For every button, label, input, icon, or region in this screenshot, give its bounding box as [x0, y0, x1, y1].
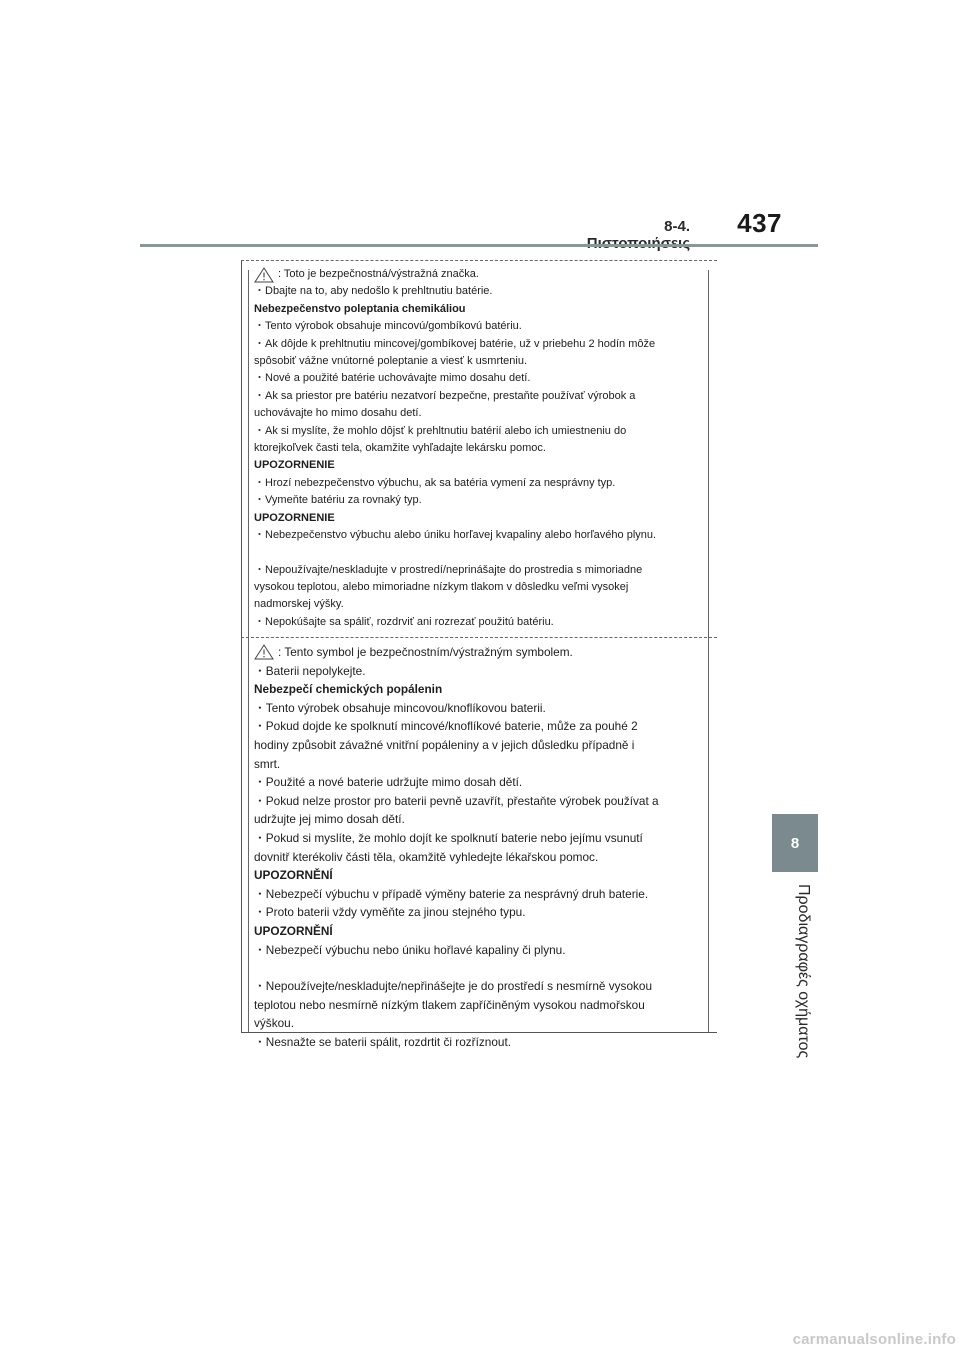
- slovak-text-line: UPOZORNENIE: [254, 511, 335, 524]
- czech-warning-text: : Tento symbol je bezpečnostním/výstražným symbolem.: [278, 645, 573, 659]
- czech-text-line: ・Nesnažte se baterii spálit, rozdrtit či rozříznout.: [254, 1034, 512, 1049]
- slovak-text-line: ・Tento výrobok obsahuje mincovú/gombíkovú batériu.: [254, 320, 522, 333]
- slovak-text-line: uchovávajte ho mimo dosahu detí.: [254, 407, 422, 420]
- slovak-text-line: ・Ak sa priestor pre batériu nezatvorí bezpečne, prestaňte používať výrobok a: [254, 389, 636, 402]
- page-number: 437: [737, 208, 782, 238]
- slovak-text-line: ・Nepoužívajte/neskladujte v prostredí/neprinášajte do prostredia s mimoriadne: [254, 563, 643, 576]
- czech-text-line: hodiny způsobit závažné vnitřní popáleniny a v jejich důsledku případně i: [254, 737, 635, 752]
- czech-text-line: ・Pokud si myslíte, že mohlo dojít ke spolknutí baterie nebo jejímu vsunutí: [254, 830, 643, 845]
- frame-left-inner: [248, 270, 249, 1032]
- slovak-text-line: ・Ak dôjde k prehltnutiu mincovej/gombíkovej batérie, už v priebehu 2 hodín môže: [254, 337, 656, 350]
- slovak-text-line: ・Vymeňte batériu za rovnaký typ.: [254, 494, 422, 507]
- czech-text-line: ・Proto baterii vždy vyměňte za jinou stejného typu.: [254, 905, 526, 920]
- slovak-text-line: ・Ak si myslíte, že mohlo dôjsť k prehltnutiu batérií alebo ich umiestneniu do: [254, 424, 627, 437]
- czech-text-line: UPOZORNĚNÍ: [254, 868, 333, 883]
- slovak-spacer: [254, 545, 704, 562]
- frame-right-inner: [708, 270, 709, 1032]
- slovak-text-line: ・Dbajte na to, aby nedošlo k prehltnutiu batérie.: [254, 285, 493, 298]
- czech-text-line: ・Pokud dojde ke spolknutí mincové/knoflíkové baterie, může za pouhé 2: [254, 719, 638, 734]
- czech-text-line: ・Nepoužívejte/neskladujte/nepřinášejte je do prostředí s nesmírně vysokou: [254, 979, 653, 994]
- chapter-tab: 8: [772, 814, 818, 872]
- section-divider: [241, 637, 717, 638]
- slovak-text-line: ・Hrozí nebezpečenstvo výbuchu, ak sa batéria vymení za nesprávny typ.: [254, 476, 616, 489]
- warning-triangle-icon: [254, 267, 274, 283]
- slovak-text-line: vysokou teplotou, alebo mimoriadne nízkym tlakom v dôsledku veľmi vysokej: [254, 580, 629, 593]
- section-title: 8-4.: [664, 218, 690, 235]
- czech-text-line: výškou.: [254, 1016, 294, 1031]
- slovak-warning-symbol-line: [254, 266, 704, 283]
- slovak-warning-text: : Toto je bezpečnostná/výstražná značka.: [278, 268, 479, 280]
- czech-warning-symbol-line: [254, 643, 704, 662]
- slovak-text-lines: [254, 283, 704, 631]
- watermark: carmanualsonline.info: [792, 1331, 956, 1348]
- slovak-warning-block: [254, 266, 704, 631]
- slovak-text-line: ・Nebezpečenstvo výbuchu alebo úniku horľavej kvapaliny alebo horľavého plynu.: [254, 529, 657, 542]
- czech-text-line: udržujte jej mimo dosah dětí.: [254, 812, 405, 827]
- czech-spacer: [254, 959, 704, 977]
- czech-text-line: smrt.: [254, 756, 281, 771]
- chapter-label: Προδιαγραφές οχήματος: [795, 884, 812, 1059]
- slovak-text-line: UPOZORNENIE: [254, 459, 335, 472]
- czech-text-lines: [254, 662, 704, 1052]
- frame-top-edge: [241, 260, 717, 261]
- header-rule: [140, 244, 818, 247]
- slovak-text-line: spôsobiť vážne vnútorné poleptanie a viesť k usmrteniu.: [254, 355, 528, 368]
- czech-text-line: Nebezpečí chemických popálenin: [254, 682, 443, 697]
- czech-text-line: ・Baterii nepolykejte.: [254, 663, 366, 678]
- czech-text-line: ・Použité a nové baterie udržujte mimo dosah dětí.: [254, 775, 523, 790]
- slovak-text-line: nadmorskej výšky.: [254, 598, 344, 611]
- czech-text-line: dovnitř kterékoliv části těla, okamžitě vyhledejte lékařskou pomoc.: [254, 849, 599, 864]
- czech-text-line: ・Pokud nelze prostor pro baterii pevně uzavřít, přestaňte výrobek používat a: [254, 793, 659, 808]
- czech-text-line: UPOZORNĚNÍ: [254, 923, 333, 938]
- slovak-text-line: ・Nové a použité batérie uchovávajte mimo dosahu detí.: [254, 372, 531, 385]
- czech-text-line: teplotou nebo nesmírně nízkým tlakem zapříčiněným vysokou nadmořskou: [254, 997, 645, 1012]
- slovak-text-line: Nebezpečenstvo poleptania chemikáliou: [254, 302, 466, 315]
- czech-warning-block: [254, 643, 704, 1051]
- czech-text-line: ・Nebezpečí výbuchu v případě výměny baterie za nesprávný druh baterie.: [254, 886, 649, 901]
- slovak-text-line: ・Nepokúšajte sa spáliť, rozdrviť ani rozrezať použitú batériu.: [254, 615, 554, 628]
- warning-triangle-icon: [254, 644, 274, 660]
- czech-text-line: ・Nebezpečí výbuchu nebo úniku hořlavé kapaliny či plynu.: [254, 942, 566, 957]
- czech-text-line: ・Tento výrobek obsahuje mincovou/knoflíkovou baterii.: [254, 700, 546, 715]
- slovak-text-line: ktorejkoľvek časti tela, okamžite vyhľadajte lekársku pomoc.: [254, 442, 546, 455]
